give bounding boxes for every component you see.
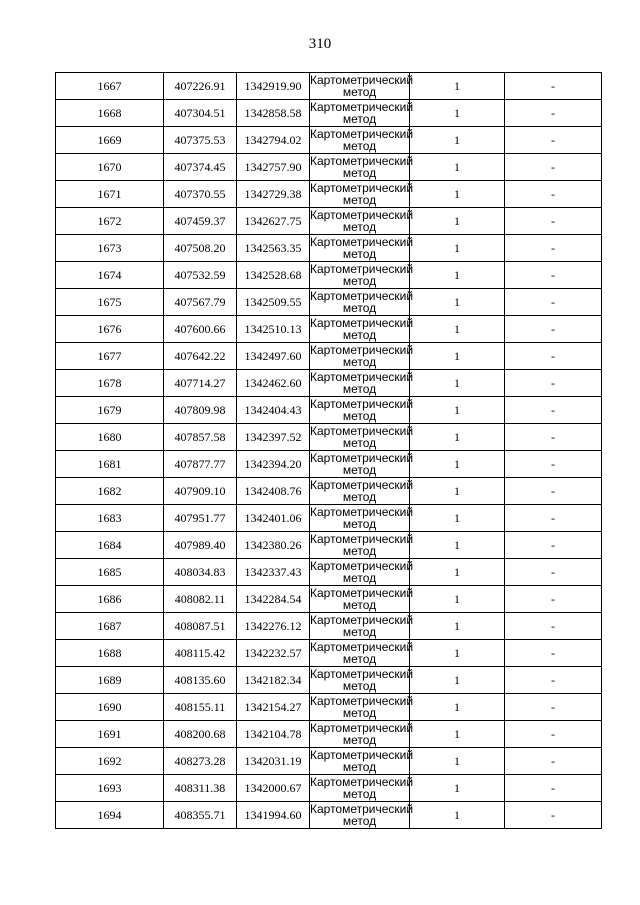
x-coordinate-cell: 407532.59 <box>164 262 237 289</box>
method-line-1: Картометрический <box>310 748 414 762</box>
y-coordinate-cell: 1342408.76 <box>237 478 310 505</box>
table-row <box>56 640 602 667</box>
y-coordinate-cell: 1342232.57 <box>237 640 310 667</box>
extra-cell: - <box>505 208 602 235</box>
method-line-2: метод <box>342 436 377 450</box>
method-line-2: метод <box>342 544 377 558</box>
x-coordinate-cell: 408034.83 <box>164 559 237 586</box>
extra-cell: - <box>505 478 602 505</box>
method-cell <box>310 640 414 667</box>
x-coordinate-cell: 407714.27 <box>164 370 237 397</box>
y-coordinate-cell: 1342858.58 <box>237 100 310 127</box>
extra-cell: - <box>505 370 602 397</box>
y-coordinate-cell: 1342394.20 <box>237 451 310 478</box>
table-row <box>56 289 602 316</box>
x-coordinate-cell: 407508.20 <box>164 235 237 262</box>
method-cell <box>310 343 414 370</box>
accuracy-cell: 1 <box>410 559 505 586</box>
point-number-cell: 1686 <box>56 586 164 613</box>
accuracy-cell: 1 <box>410 289 505 316</box>
method-line-1: Картометрический <box>310 154 414 168</box>
extra-cell: - <box>505 505 602 532</box>
point-number-cell: 1678 <box>56 370 164 397</box>
method-line-1: Картометрический <box>310 775 414 789</box>
accuracy-cell: 1 <box>410 532 505 559</box>
table-row <box>56 181 602 208</box>
method-cell <box>310 748 414 775</box>
x-coordinate-cell: 407877.77 <box>164 451 237 478</box>
y-coordinate-cell: 1342462.60 <box>237 370 310 397</box>
method-line-1: Картометрический <box>310 559 414 573</box>
method-cell <box>310 694 414 721</box>
method-line-1: Картометрический <box>310 100 414 114</box>
x-coordinate-cell: 408355.71 <box>164 802 237 829</box>
method-line-1: Картометрический <box>310 343 414 357</box>
method-line-2: метод <box>342 733 377 747</box>
point-number-cell: 1691 <box>56 721 164 748</box>
table-row <box>56 694 602 721</box>
method-cell <box>310 667 414 694</box>
extra-cell: - <box>505 802 602 829</box>
method-line-1: Картометрический <box>310 505 414 519</box>
method-line-2: метод <box>342 220 377 234</box>
point-number-cell: 1687 <box>56 613 164 640</box>
table-row <box>56 424 602 451</box>
method-cell <box>310 127 414 154</box>
table-row <box>56 667 602 694</box>
method-cell <box>310 802 414 829</box>
y-coordinate-cell: 1342510.13 <box>237 316 310 343</box>
y-coordinate-cell: 1342627.75 <box>237 208 310 235</box>
point-number-cell: 1688 <box>56 640 164 667</box>
y-coordinate-cell: 1342563.35 <box>237 235 310 262</box>
point-number-cell: 1676 <box>56 316 164 343</box>
point-number-cell: 1673 <box>56 235 164 262</box>
y-coordinate-cell: 1342337.43 <box>237 559 310 586</box>
x-coordinate-cell: 408273.28 <box>164 748 237 775</box>
method-cell <box>310 262 414 289</box>
accuracy-cell: 1 <box>410 505 505 532</box>
x-coordinate-cell: 407951.77 <box>164 505 237 532</box>
point-number-cell: 1677 <box>56 343 164 370</box>
page-number: 310 <box>308 36 332 52</box>
method-line-1: Картометрический <box>310 613 414 627</box>
method-line-2: метод <box>342 679 377 693</box>
extra-cell: - <box>505 154 602 181</box>
method-cell <box>310 316 414 343</box>
extra-cell: - <box>505 397 602 424</box>
accuracy-cell: 1 <box>410 397 505 424</box>
extra-cell: - <box>505 451 602 478</box>
method-line-2: метод <box>342 814 377 828</box>
method-line-2: метод <box>342 166 377 180</box>
point-number-cell: 1669 <box>56 127 164 154</box>
x-coordinate-cell: 408311.38 <box>164 775 237 802</box>
method-line-2: метод <box>342 139 377 153</box>
table-row <box>56 343 602 370</box>
accuracy-cell: 1 <box>410 73 505 100</box>
method-line-2: метод <box>342 382 377 396</box>
point-number-cell: 1681 <box>56 451 164 478</box>
method-cell <box>310 370 414 397</box>
accuracy-cell: 1 <box>410 208 505 235</box>
method-cell <box>310 451 414 478</box>
method-cell <box>310 775 414 802</box>
point-number-cell: 1684 <box>56 532 164 559</box>
x-coordinate-cell: 407642.22 <box>164 343 237 370</box>
x-coordinate-cell: 408135.60 <box>164 667 237 694</box>
y-coordinate-cell: 1342380.26 <box>237 532 310 559</box>
table-row <box>56 586 602 613</box>
method-line-2: метод <box>342 355 377 369</box>
accuracy-cell: 1 <box>410 748 505 775</box>
accuracy-cell: 1 <box>410 181 505 208</box>
method-line-1: Картометрический <box>310 451 414 465</box>
method-line-2: метод <box>342 193 377 207</box>
point-number-cell: 1675 <box>56 289 164 316</box>
method-line-1: Картометрический <box>310 397 414 411</box>
table-row <box>56 559 602 586</box>
accuracy-cell: 1 <box>410 100 505 127</box>
table-row <box>56 802 602 829</box>
point-number-cell: 1671 <box>56 181 164 208</box>
table-row <box>56 721 602 748</box>
method-cell <box>310 424 414 451</box>
method-line-1: Картометрический <box>310 208 414 222</box>
x-coordinate-cell: 407909.10 <box>164 478 237 505</box>
y-coordinate-cell: 1342182.34 <box>237 667 310 694</box>
method-line-1: Картометрический <box>310 694 414 708</box>
point-number-cell: 1679 <box>56 397 164 424</box>
x-coordinate-cell: 408115.42 <box>164 640 237 667</box>
point-number-cell: 1693 <box>56 775 164 802</box>
y-coordinate-cell: 1342276.12 <box>237 613 310 640</box>
y-coordinate-cell: 1342509.55 <box>237 289 310 316</box>
method-line-1: Картометрический <box>310 802 414 816</box>
method-cell <box>310 397 414 424</box>
extra-cell: - <box>505 559 602 586</box>
point-number-cell: 1672 <box>56 208 164 235</box>
y-coordinate-cell: 1342284.54 <box>237 586 310 613</box>
method-line-2: метод <box>342 787 377 801</box>
method-line-1: Картометрический <box>310 721 414 735</box>
method-line-2: метод <box>342 112 377 126</box>
x-coordinate-cell: 407459.37 <box>164 208 237 235</box>
accuracy-cell: 1 <box>410 154 505 181</box>
x-coordinate-cell: 407304.51 <box>164 100 237 127</box>
extra-cell: - <box>505 748 602 775</box>
point-number-cell: 1670 <box>56 154 164 181</box>
y-coordinate-cell: 1342919.90 <box>237 73 310 100</box>
method-line-2: метод <box>342 571 377 585</box>
x-coordinate-cell: 407567.79 <box>164 289 237 316</box>
accuracy-cell: 1 <box>410 370 505 397</box>
method-line-1: Картометрический <box>310 667 414 681</box>
method-cell <box>310 559 414 586</box>
method-line-1: Картометрический <box>310 235 414 249</box>
method-cell <box>310 721 414 748</box>
extra-cell: - <box>505 613 602 640</box>
point-number-cell: 1682 <box>56 478 164 505</box>
method-line-1: Картометрический <box>310 640 414 654</box>
accuracy-cell: 1 <box>410 775 505 802</box>
method-line-1: Картометрический <box>310 262 414 276</box>
table-row <box>56 370 602 397</box>
accuracy-cell: 1 <box>410 316 505 343</box>
y-coordinate-cell: 1342404.43 <box>237 397 310 424</box>
y-coordinate-cell: 1342000.67 <box>237 775 310 802</box>
method-line-2: метод <box>342 85 377 99</box>
extra-cell: - <box>505 316 602 343</box>
table-row <box>56 73 602 100</box>
extra-cell: - <box>505 289 602 316</box>
extra-cell: - <box>505 775 602 802</box>
method-cell <box>310 505 414 532</box>
method-line-1: Картометрический <box>310 73 414 87</box>
method-line-2: метод <box>342 598 377 612</box>
method-line-1: Картометрический <box>310 586 414 600</box>
method-line-2: метод <box>342 247 377 261</box>
extra-cell: - <box>505 73 602 100</box>
point-number-cell: 1694 <box>56 802 164 829</box>
table-row <box>56 127 602 154</box>
method-cell <box>310 181 414 208</box>
method-line-2: метод <box>342 760 377 774</box>
extra-cell: - <box>505 694 602 721</box>
point-number-cell: 1667 <box>56 73 164 100</box>
point-number-cell: 1680 <box>56 424 164 451</box>
accuracy-cell: 1 <box>410 667 505 694</box>
method-line-2: метод <box>342 490 377 504</box>
method-cell <box>310 73 414 100</box>
method-cell <box>310 532 414 559</box>
extra-cell: - <box>505 532 602 559</box>
x-coordinate-cell: 407600.66 <box>164 316 237 343</box>
method-cell <box>310 235 414 262</box>
method-cell <box>310 100 414 127</box>
method-line-2: метод <box>342 652 377 666</box>
x-coordinate-cell: 408082.11 <box>164 586 237 613</box>
extra-cell: - <box>505 262 602 289</box>
x-coordinate-cell: 408087.51 <box>164 613 237 640</box>
y-coordinate-cell: 1342154.27 <box>237 694 310 721</box>
y-coordinate-cell: 1342497.60 <box>237 343 310 370</box>
table-row <box>56 505 602 532</box>
x-coordinate-cell: 407857.58 <box>164 424 237 451</box>
method-line-2: метод <box>342 328 377 342</box>
y-coordinate-cell: 1342397.52 <box>237 424 310 451</box>
extra-cell: - <box>505 235 602 262</box>
extra-cell: - <box>505 586 602 613</box>
table-row <box>56 613 602 640</box>
extra-cell: - <box>505 721 602 748</box>
accuracy-cell: 1 <box>410 343 505 370</box>
table-row <box>56 100 602 127</box>
method-cell <box>310 613 414 640</box>
method-line-2: метод <box>342 274 377 288</box>
y-coordinate-cell: 1342031.19 <box>237 748 310 775</box>
x-coordinate-cell: 407370.55 <box>164 181 237 208</box>
table-row <box>56 748 602 775</box>
y-coordinate-cell: 1342794.02 <box>237 127 310 154</box>
extra-cell: - <box>505 100 602 127</box>
table-row <box>56 532 602 559</box>
y-coordinate-cell: 1342401.06 <box>237 505 310 532</box>
method-cell <box>310 289 414 316</box>
x-coordinate-cell: 407809.98 <box>164 397 237 424</box>
extra-cell: - <box>505 343 602 370</box>
y-coordinate-cell: 1342104.78 <box>237 721 310 748</box>
method-cell <box>310 208 414 235</box>
accuracy-cell: 1 <box>410 721 505 748</box>
coordinates-table-body <box>56 73 602 829</box>
method-line-1: Картометрический <box>310 424 414 438</box>
table-row <box>56 775 602 802</box>
accuracy-cell: 1 <box>410 235 505 262</box>
accuracy-cell: 1 <box>410 424 505 451</box>
method-cell <box>310 478 414 505</box>
y-coordinate-cell: 1341994.60 <box>237 802 310 829</box>
table-row <box>56 316 602 343</box>
method-cell <box>310 154 414 181</box>
x-coordinate-cell: 408200.68 <box>164 721 237 748</box>
y-coordinate-cell: 1342528.68 <box>237 262 310 289</box>
x-coordinate-cell: 407226.91 <box>164 73 237 100</box>
table-row <box>56 397 602 424</box>
point-number-cell: 1685 <box>56 559 164 586</box>
accuracy-cell: 1 <box>410 640 505 667</box>
method-line-2: метод <box>342 409 377 423</box>
table-row <box>56 478 602 505</box>
table-row <box>56 154 602 181</box>
point-number-cell: 1689 <box>56 667 164 694</box>
point-number-cell: 1690 <box>56 694 164 721</box>
method-line-2: метод <box>342 301 377 315</box>
extra-cell: - <box>505 181 602 208</box>
method-line-1: Картометрический <box>310 127 414 141</box>
method-line-2: метод <box>342 625 377 639</box>
accuracy-cell: 1 <box>410 451 505 478</box>
method-line-1: Картометрический <box>310 478 414 492</box>
accuracy-cell: 1 <box>410 127 505 154</box>
accuracy-cell: 1 <box>410 613 505 640</box>
y-coordinate-cell: 1342757.90 <box>237 154 310 181</box>
point-number-cell: 1668 <box>56 100 164 127</box>
table-row <box>56 208 602 235</box>
method-line-2: метод <box>342 517 377 531</box>
x-coordinate-cell: 408155.11 <box>164 694 237 721</box>
x-coordinate-cell: 407375.53 <box>164 127 237 154</box>
method-line-1: Картометрический <box>310 289 414 303</box>
method-line-1: Картометрический <box>310 532 414 546</box>
accuracy-cell: 1 <box>410 586 505 613</box>
method-line-1: Картометрический <box>310 316 414 330</box>
extra-cell: - <box>505 424 602 451</box>
method-cell <box>310 586 414 613</box>
point-number-cell: 1683 <box>56 505 164 532</box>
method-line-2: метод <box>342 706 377 720</box>
point-number-cell: 1674 <box>56 262 164 289</box>
method-line-1: Картометрический <box>310 181 414 195</box>
coordinates-table <box>55 72 602 829</box>
method-line-2: метод <box>342 463 377 477</box>
accuracy-cell: 1 <box>410 802 505 829</box>
table-row <box>56 451 602 478</box>
accuracy-cell: 1 <box>410 262 505 289</box>
x-coordinate-cell: 407989.40 <box>164 532 237 559</box>
extra-cell: - <box>505 640 602 667</box>
x-coordinate-cell: 407374.45 <box>164 154 237 181</box>
accuracy-cell: 1 <box>410 694 505 721</box>
extra-cell: - <box>505 127 602 154</box>
accuracy-cell: 1 <box>410 478 505 505</box>
extra-cell: - <box>505 667 602 694</box>
table-row <box>56 262 602 289</box>
y-coordinate-cell: 1342729.38 <box>237 181 310 208</box>
method-line-1: Картометрический <box>310 370 414 384</box>
point-number-cell: 1692 <box>56 748 164 775</box>
table-row <box>56 235 602 262</box>
